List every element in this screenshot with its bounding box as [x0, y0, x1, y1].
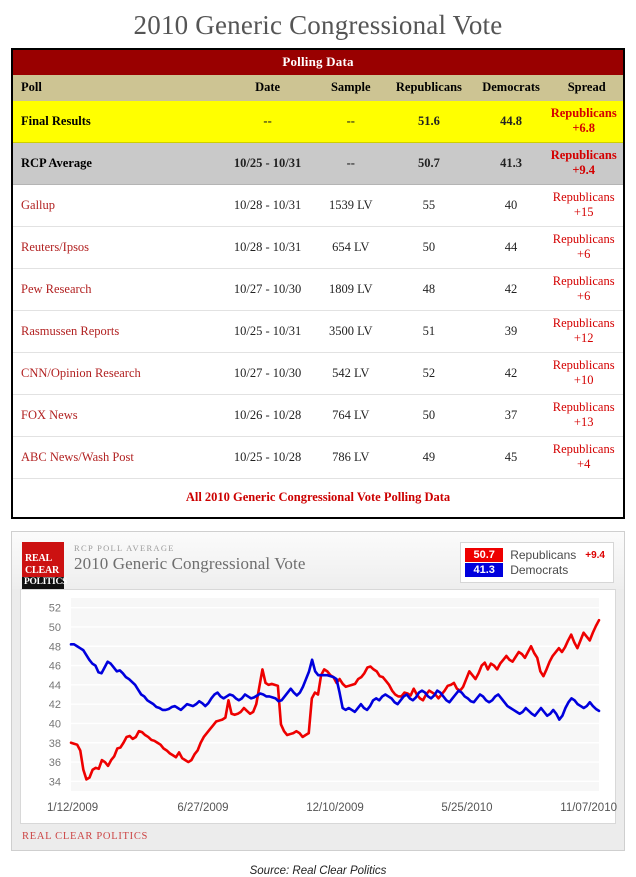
poll-date: 10/25 - 10/28	[220, 437, 316, 479]
table-row[interactable]	[13, 227, 623, 269]
column-header-poll: Poll	[13, 75, 220, 101]
y-axis-tick-label: 48	[48, 641, 61, 654]
poll-spread: Republicans +6	[550, 227, 623, 269]
poll-name: Gallup	[13, 185, 220, 227]
poll-sample: 1809 LV	[315, 269, 386, 311]
table-row[interactable]	[13, 269, 623, 311]
poll-democrats: 44	[472, 227, 551, 269]
y-axis-tick-label: 40	[48, 718, 61, 731]
poll-date: --	[220, 101, 316, 143]
poll-spread: Republicans +10	[550, 353, 623, 395]
logo-line-real: REAL	[25, 553, 52, 564]
poll-name: CNN/Opinion Research	[13, 353, 220, 395]
poll-democrats: 44.8	[472, 101, 551, 143]
table-row[interactable]	[13, 353, 623, 395]
poll-republicans: 49	[386, 437, 472, 479]
poll-sample: 654 LV	[315, 227, 386, 269]
poll-democrats: 39	[472, 311, 551, 353]
legend-item-democrats[interactable]	[465, 563, 605, 577]
x-axis-tick-label: 11/07/2010	[560, 802, 617, 814]
y-axis-tick-label: 38	[48, 737, 61, 750]
poll-sample: 786 LV	[315, 437, 386, 479]
poll-average-line-chart	[21, 590, 617, 821]
logo-line-clear: CLEAR	[25, 564, 60, 576]
poll-sample: 542 LV	[315, 353, 386, 395]
chart-legend	[460, 542, 614, 583]
poll-sample: 1539 LV	[315, 185, 386, 227]
poll-republicans: 48	[386, 269, 472, 311]
poll-republicans: 50	[386, 227, 472, 269]
poll-sample: 3500 LV	[315, 311, 386, 353]
table-header-row	[13, 75, 623, 101]
polling-data-table	[13, 50, 623, 517]
y-axis-tick-label: 52	[48, 602, 61, 615]
legend-spread-republicans: +9.4	[585, 549, 605, 561]
chart-header	[12, 532, 624, 589]
poll-name: FOX News	[13, 395, 220, 437]
y-axis-tick-label: 46	[48, 660, 61, 673]
logo-line-politics: POLITICS	[24, 577, 68, 587]
poll-date: 10/25 - 10/31	[220, 311, 316, 353]
poll-name: ABC News/Wash Post	[13, 437, 220, 479]
column-header-sample: Sample	[315, 75, 386, 101]
poll-republicans: 51	[386, 311, 472, 353]
poll-date: 10/26 - 10/28	[220, 395, 316, 437]
y-axis-tick-label: 36	[48, 757, 61, 770]
poll-name: Rasmussen Reports	[13, 311, 220, 353]
column-header-spread: Spread	[550, 75, 623, 101]
table-row[interactable]	[13, 185, 623, 227]
poll-spread: Republicans +13	[550, 395, 623, 437]
poll-spread: Republicans +9.4	[550, 143, 623, 185]
poll-name: Final Results	[13, 101, 220, 143]
poll-spread: Republicans +4	[550, 437, 623, 479]
x-axis-tick-label: 1/12/2009	[47, 802, 99, 814]
poll-spread: Republicans +12	[550, 311, 623, 353]
table-row[interactable]	[13, 437, 623, 479]
poll-date: 10/28 - 10/31	[220, 227, 316, 269]
y-axis-tick-label: 44	[48, 679, 61, 692]
poll-sample: 764 LV	[315, 395, 386, 437]
poll-date: 10/25 - 10/31	[220, 143, 316, 185]
chart-plot-area[interactable]	[20, 589, 616, 824]
legend-label-democrats: Democrats	[510, 563, 569, 577]
table-row[interactable]	[13, 101, 623, 143]
column-header-date: Date	[220, 75, 316, 101]
poll-republicans: 51.6	[386, 101, 472, 143]
chart-kicker: RCP POLL AVERAGE	[74, 543, 175, 553]
table-banner-row	[13, 50, 623, 75]
poll-name: Pew Research	[13, 269, 220, 311]
table-row[interactable]	[13, 395, 623, 437]
x-axis-tick-label: 6/27/2009	[177, 802, 229, 814]
column-header-republicans: Republicans	[386, 75, 472, 101]
y-axis-tick-label: 42	[48, 699, 61, 712]
poll-sample: --	[315, 143, 386, 185]
poll-republicans: 52	[386, 353, 472, 395]
poll-democrats: 37	[472, 395, 551, 437]
chart-title-group	[74, 540, 305, 574]
poll-republicans: 50.7	[386, 143, 472, 185]
poll-spread: Republicans +6	[550, 269, 623, 311]
chart-footer-label: REAL CLEAR POLITICS	[22, 831, 149, 842]
poll-date: 10/27 - 10/30	[220, 269, 316, 311]
poll-democrats: 40	[472, 185, 551, 227]
column-header-democrats: Democrats	[472, 75, 551, 101]
legend-value-republicans: 50.7	[465, 548, 503, 562]
poll-spread: Republicans +6.8	[550, 101, 623, 143]
table-banner-label: Polling Data	[13, 50, 623, 75]
realclearpolitics-logo	[22, 542, 68, 587]
table-row[interactable]	[13, 143, 623, 185]
legend-value-democrats: 41.3	[465, 563, 503, 577]
poll-democrats: 45	[472, 437, 551, 479]
poll-name: Reuters/Ipsos	[13, 227, 220, 269]
poll-date: 10/28 - 10/31	[220, 185, 316, 227]
polling-data-table-container	[11, 48, 625, 519]
poll-date: 10/27 - 10/30	[220, 353, 316, 395]
y-axis-tick-label: 34	[48, 776, 61, 789]
poll-democrats: 42	[472, 269, 551, 311]
chart-branding	[22, 540, 306, 587]
y-axis-tick-label: 50	[48, 621, 61, 634]
poll-democrats: 42	[472, 353, 551, 395]
poll-sample: --	[315, 101, 386, 143]
table-footer-row[interactable]	[13, 479, 623, 518]
rcp-chart-panel	[11, 531, 625, 851]
legend-item-republicans[interactable]	[465, 548, 605, 562]
poll-republicans: 55	[386, 185, 472, 227]
x-axis-tick-label: 5/25/2010	[441, 802, 493, 814]
source-caption: Source: Real Clear Politics	[249, 865, 387, 877]
table-row[interactable]	[13, 311, 623, 353]
poll-democrats: 41.3	[472, 143, 551, 185]
x-axis-tick-label: 12/10/2009	[306, 802, 364, 814]
poll-republicans: 50	[386, 395, 472, 437]
all-polling-data-link[interactable]: All 2010 Generic Congressional Vote Polling Data	[13, 479, 623, 518]
poll-spread: Republicans +15	[550, 185, 623, 227]
page-title: 2010 Generic Congressional Vote	[133, 10, 503, 40]
chart-title: 2010 Generic Congressional Vote	[74, 554, 306, 573]
poll-name: RCP Average	[13, 143, 220, 185]
legend-label-republicans: Republicans	[510, 548, 577, 562]
